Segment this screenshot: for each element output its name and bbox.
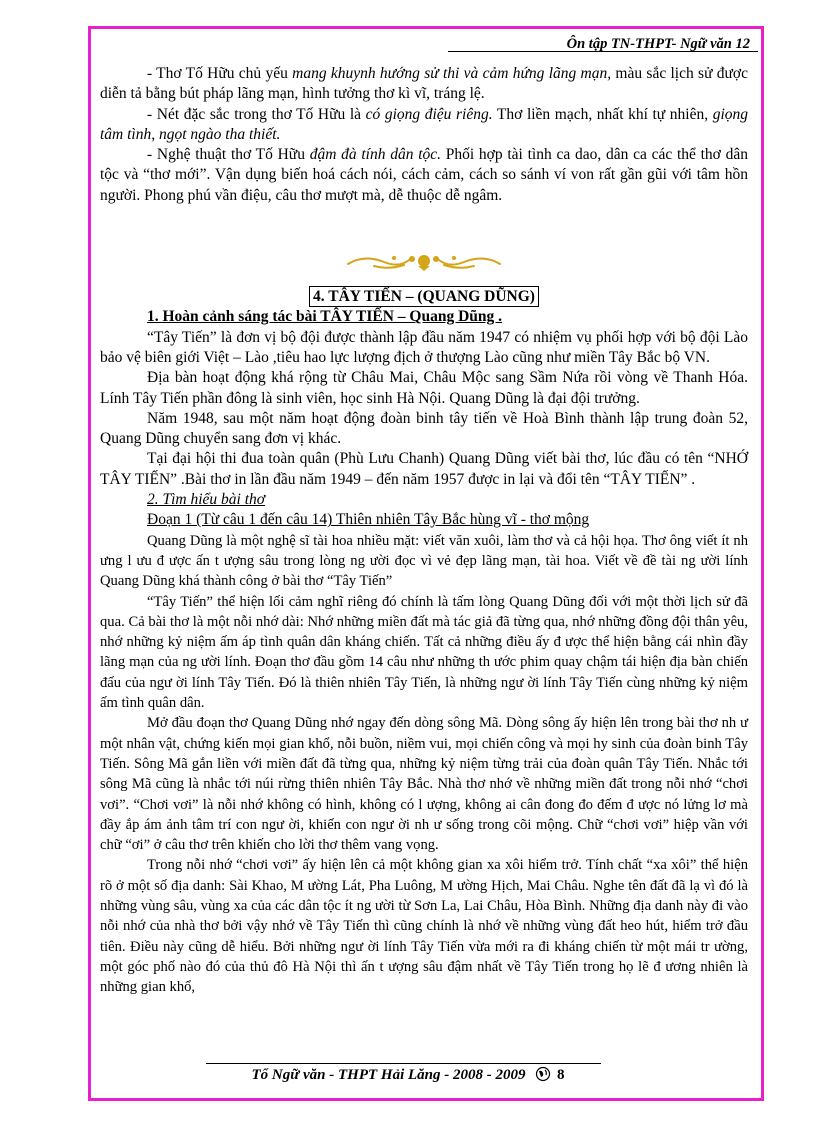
body-paragraph: “Tây Tiến” thể hiện lối cảm nghĩ riêng đó chính là tấm lòng Quang Dũng đối với một thời lịch sử đã qua. Cả bài thơ là một nỗi nhớ dài: Nhớ những miền đất mà tác giả đã từng qua, nhớ những đồng đội thân yêu, nhớ những kỷ niệm ấm áp tình quân dân kháng chiến. Tất cả những điều ấy đ ược thể hiện bằng cái nhìn đầy lãng mạn của ng ười lính. Đoạn thơ đầu gồm 14 câu như những th ước phim quay chậm tái hiện địa bàn chiến đấu của ngư ời lính Tây Tiến. Đó là thiên nhiên Tây Tiến, là những ngư ời lính Tây Tiến cùng những kỷ niệm ấm tình quân dân. <box>100 593 748 712</box>
body-paragraph: Quang Dũng là một nghệ sĩ tài hoa nhiều mặt: viết văn xuôi, làm thơ và cả hội họa. Thơ ông viết ít nh ưng l ưu đ ược ấn t ượng sâu trong lòng ng ười đọc vì vẻ đẹp lãng mạn, tài hoa. Viết về đề tài ng ười lính Quang Dũng khá thành công ở bài thơ “Tây Tiến” <box>100 532 748 590</box>
heading-analysis: 2. Tìm hiểu bài thơ <box>147 491 266 509</box>
heading-stanza-1: Đoạn 1 (Từ câu 1 đến câu 14) Thiên nhiên Tây Bắc hùng vĩ - thơ mộng <box>147 511 590 529</box>
section-title-wrap <box>100 286 748 307</box>
context-paragraph: “Tây Tiến” là đơn vị bộ đội được thành lập đầu năm 1947 có nhiệm vụ phối hợp với bộ đội Lào bảo vệ biên giới Việt – Lào ,tiêu hao lực lượng địch ở thượng Lào cũng như miền Tây Bắc bộ VN. <box>100 328 748 366</box>
section-title: 4. TÂY TIẾN – (QUANG DŨNG) <box>309 286 539 307</box>
header-rule <box>448 51 758 52</box>
context-paragraph: Địa bàn hoạt động khá rộng từ Châu Mai, Châu Mộc sang Sầm Nứa rồi vòng về Thanh Hóa. Lính Tây Tiến phần đông là sinh viên, học sinh Hà Nội. Quang Dũng là đại đội trưởng. <box>100 369 748 407</box>
intro-paragraph-3: - Nghệ thuật thơ Tố Hữu đậm đà tính dân tộc. Phối hợp tài tình ca dao, dân ca các thể thơ dân tộc và “thơ mới”. Vận dụng biến hoá cách nói, cách cảm, cách so sánh ví von rất gần gũi với tâm hồn người. Phong phú vần điệu, câu thơ mượt mà, dễ thuộc dễ ngâm. <box>100 146 748 204</box>
ornament-divider-icon <box>344 250 504 272</box>
body-paragraph: Mở đầu đoạn thơ Quang Dũng nhớ ngay đến dòng sông Mã. Dòng sông ấy hiện lên trong bài thơ nh ư một nhân vật, chứng kiến mọi gian khổ, nỗi buồn, niềm vui, mọi chiến công và mọi hy sinh của đoàn binh Tây Tiến. Sông Mã gắn liền với miền đất đã từng qua, những kỷ niệm từng trải của đoàn quân Tây Tiến. Nhắc tới sông Mã cũng là nhắc tới núi rừng thiên nhiên Tây Bắc. Nhà thơ nhớ về những miền đất trong nỗi nhớ “chơi vơi”. “Chơi vơi” là nỗi nhớ không có hình, không có l ượng, không ai cân đong đo đếm đ ược nó lửng lơ mà đầy ắp ám ảnh tâm trí con ngư ời, khiến con ngư ời nh ư sống trong cõi mộng. Chữ “chơi vơi” hiệp vần với chữ “ơi” ở câu thơ trên khiến cho lời thơ thêm vang vọng. <box>100 715 748 854</box>
context-paragraph: Năm 1948, sau một năm hoạt động đoàn binh tây tiến về Hoà Bình thành lập trung đoàn 52, Quang Dũng chuyển sang đơn vị khác. <box>100 409 748 448</box>
intro-paragraph-1: - Thơ Tố Hữu chủ yếu mang khuynh hướng sử thi và cảm hứng lãng mạn, màu sắc lịch sử được diễn tả bằng bút pháp lãng mạn, hình tưởng thơ kì vĩ, tráng lệ. <box>100 65 748 103</box>
globe-icon <box>535 1066 551 1082</box>
page-footer <box>0 1066 816 1084</box>
document-content <box>100 64 748 997</box>
footer-rule <box>206 1063 601 1064</box>
intro-paragraph-2: - Nét đặc sắc trong thơ Tố Hữu là có giọng điệu riêng. Thơ liền mạch, nhất khí tự nhiên, giọng tâm tình, ngọt ngào tha thiết. <box>100 105 749 143</box>
page-header: Ôn tập TN-THPT- Ngữ văn 12 <box>566 36 750 52</box>
page-number: 8 <box>556 1067 565 1083</box>
body-paragraph: Trong nỗi nhớ “chơi vơi” ấy hiện lên cả một không gian xa xôi hiểm trở. Tính chất “xa xôi” thể hiện rõ ở một số địa danh: Sài Khao, M ường Lát, Pha Luông, M ường Hịch, Mai Châu. Nghe tên đất đã lạ vì đó là những vùng sâu, vùng xa của các dân tộc ít ng ười từ Sơn La, Lai Châu, Hòa Bình. Những địa danh này đi vào nỗi nhớ của nhà thơ bởi vậy nhớ về Tây Tiến thì cũng chính là nhớ về những vùng đất heo hút, hiểm trở đầu tiên. Điều này cũng dễ hiểu. Bởi những ngư ời lính Tây Tiến vừa mới ra đi kháng chiến từ một mái tr ường, một góc phố nào đó của thủ đô Hà Nội thì ấn t ượng sâu đậm nhất về Tây Tiến trong họ lẽ đ ương nhiên là những gian khổ, <box>100 857 748 996</box>
heading-context: 1. Hoàn cảnh sáng tác bài TÂY TIẾN – Quang Dũng . <box>147 308 503 326</box>
context-paragraph: Tại đại hội thi đua toàn quân (Phù Lưu Chanh) Quang Dũng viết bài thơ, lúc đầu có tên “NHỚ TÂY TIẾN” .Bài thơ in lần đầu năm 1949 – đến năm 1957 được in lại và đổi tên “TÂY TIẾN” . <box>100 450 748 488</box>
footer-text: Tổ Ngữ văn - THPT Hải Lăng - 2008 - 2009 <box>251 1067 526 1083</box>
